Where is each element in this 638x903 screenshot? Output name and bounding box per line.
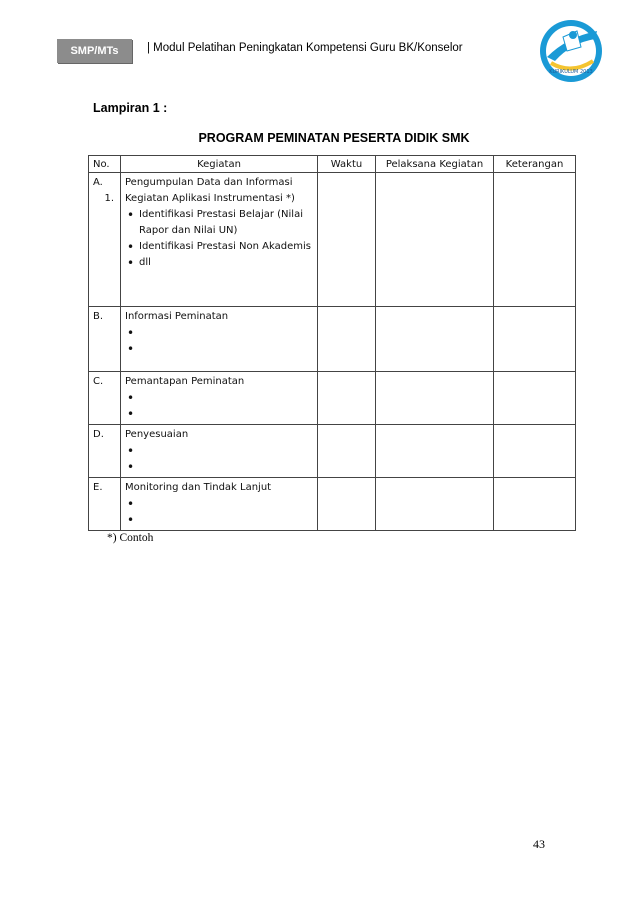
col-header-keterangan: Keterangan — [494, 156, 576, 173]
activity-label: Informasi Peminatan — [125, 311, 229, 322]
row-no: D. — [89, 425, 121, 478]
program-table — [88, 155, 576, 531]
activity-label: Penyesuaian — [125, 429, 189, 440]
activity-label: Monitoring dan Tindak Lanjut — [125, 482, 272, 493]
row-activity — [121, 425, 318, 478]
bullet-item: • dll — [125, 255, 313, 271]
bullet-item — [125, 325, 313, 341]
col-header-kegiatan: Kegiatan — [121, 156, 318, 173]
table-header-row — [89, 156, 576, 173]
header-badge: SMP/MTs — [57, 39, 132, 63]
bullet-list — [125, 496, 313, 528]
row-pelaksana — [376, 425, 494, 478]
row-no: E. — [89, 478, 121, 531]
bullet-list — [125, 207, 313, 271]
bullet-item — [125, 512, 313, 528]
table-row — [89, 372, 576, 425]
header-title: | Modul Pelatihan Peningkatan Kompetensi Guru BK/Konselor — [147, 42, 463, 54]
row-waktu — [318, 478, 376, 531]
bullet-item — [125, 459, 313, 475]
table-row — [89, 425, 576, 478]
row-activity — [121, 173, 318, 307]
col-header-pelaksana: Pelaksana Kegiatan — [376, 156, 494, 173]
row-waktu — [318, 425, 376, 478]
page-title: PROGRAM PEMINATAN PESERTA DIDIK SMK — [198, 131, 470, 145]
bullet-item — [125, 390, 313, 406]
row-keterangan — [494, 478, 576, 531]
bullet-item — [125, 443, 313, 459]
bullet-list — [125, 443, 313, 475]
row-keterangan — [494, 372, 576, 425]
kurikulum-logo — [537, 17, 605, 85]
bullet-item — [125, 341, 313, 357]
row-pelaksana — [376, 478, 494, 531]
row-no-letter: A. — [93, 177, 103, 188]
row-activity — [121, 478, 318, 531]
row-waktu — [318, 372, 376, 425]
row-pelaksana — [376, 307, 494, 372]
row-no — [89, 173, 121, 307]
row-waktu — [318, 307, 376, 372]
activity-label: Pengumpulan Data dan Informasi Kegiatan Aplikasi Instrumentasi *) — [125, 177, 295, 204]
lampiran-label: Lampiran 1 : — [93, 101, 168, 115]
bullet-item: • Identifikasi Prestasi Non Akademis — [125, 239, 313, 255]
col-header-no: No. — [89, 156, 121, 173]
row-waktu — [318, 173, 376, 307]
table-row — [89, 478, 576, 531]
row-no-sub: 1. — [104, 193, 114, 204]
row-keterangan — [494, 173, 576, 307]
row-keterangan — [494, 425, 576, 478]
bullet-list — [125, 325, 313, 357]
page-number: 43 — [533, 837, 545, 851]
bullet-list — [125, 390, 313, 422]
table-row — [89, 307, 576, 372]
logo-text: KURIKULUM 2013 — [549, 69, 593, 75]
row-no: B. — [89, 307, 121, 372]
row-pelaksana — [376, 173, 494, 307]
row-pelaksana — [376, 372, 494, 425]
row-activity — [121, 372, 318, 425]
bullet-item: • Identifikasi Prestasi Belajar (Nilai Rapor dan Nilai UN) — [125, 207, 313, 239]
bullet-item — [125, 406, 313, 422]
activity-label: Pemantapan Peminatan — [125, 376, 245, 387]
row-no: C. — [89, 372, 121, 425]
row-keterangan — [494, 307, 576, 372]
col-header-waktu: Waktu — [318, 156, 376, 173]
footnote: *) Contoh — [107, 532, 154, 544]
table-row — [89, 173, 576, 307]
bullet-item — [125, 496, 313, 512]
row-activity — [121, 307, 318, 372]
